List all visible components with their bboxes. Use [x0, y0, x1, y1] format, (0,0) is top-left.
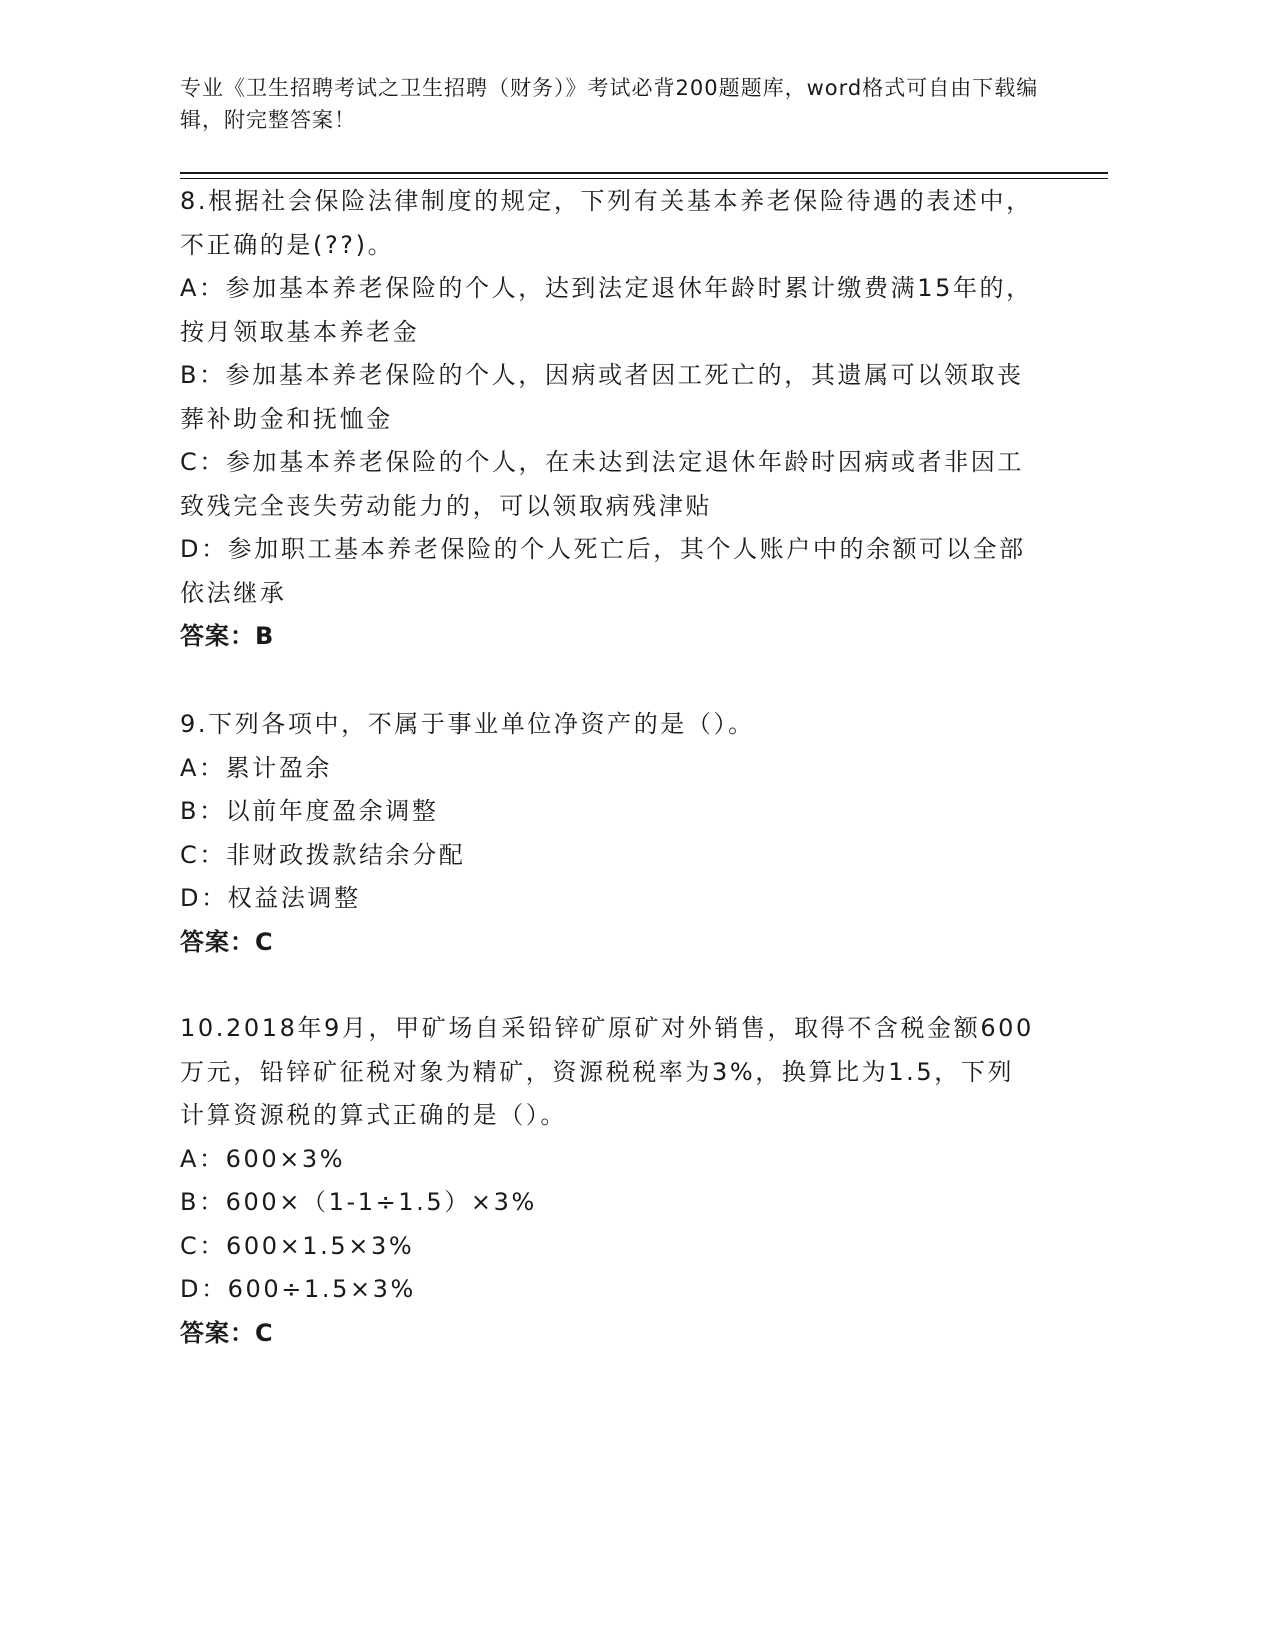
option-c: C：参加基本养老保险的个人，在未达到法定退休年龄时因病或者非因工致残完全丧失劳动能力的，可以领取病残津贴	[180, 448, 1024, 520]
answer: 答案：C	[180, 1318, 274, 1347]
question-9	[180, 703, 1040, 964]
question-stem: 9.下列各项中，不属于事业单位净资产的是（）。	[180, 710, 755, 738]
document-header	[180, 72, 1040, 136]
option-d: D：权益法调整	[180, 884, 361, 912]
question-10	[180, 1007, 1040, 1355]
question-8	[180, 180, 1040, 659]
question-stem: 8.根据社会保险法律制度的规定，下列有关基本养老保险待遇的表述中，不正确的是(??)。	[180, 187, 1033, 259]
option-c: C：非财政拨款结余分配	[180, 840, 466, 869]
option-d: D：参加职工基本养老保险的个人死亡后，其个人账户中的余额可以全部依法继承	[180, 535, 1026, 607]
header-text: 专业《卫生招聘考试之卫生招聘（财务）》考试必背200题题库，word格式可自由下载编辑，附完整答案！	[180, 76, 1039, 132]
answer: 答案：B	[180, 622, 275, 650]
option-b: B：参加基本养老保险的个人，因病或者因工死亡的，其遗属可以领取丧葬补助金和抚恤金	[180, 361, 1024, 433]
option-b: B：以前年度盈余调整	[180, 797, 439, 825]
question-stem: 10.2018年9月，甲矿场自采铅锌矿原矿对外销售，取得不含税金额600万元，铅锌矿征税对象为精矿，资源税税率为3%，换算比为1.5，下列计算资源税的算式正确的是（）。	[180, 1014, 1034, 1129]
header-divider-thick	[180, 172, 1108, 174]
header-divider-thin	[180, 178, 1108, 179]
option-a: A：参加基本养老保险的个人，达到法定退休年龄时累计缴费满15年的，按月领取基本养老金	[180, 274, 1033, 346]
option-d: D：600÷1.5×3%	[180, 1275, 416, 1303]
option-a: A：600×3%	[180, 1144, 346, 1173]
answer: 答案：C	[180, 927, 274, 956]
option-c: C：600×1.5×3%	[180, 1231, 415, 1260]
option-a: A：累计盈余	[180, 753, 333, 782]
option-b: B：600×（1-1÷1.5）×3%	[180, 1188, 537, 1216]
